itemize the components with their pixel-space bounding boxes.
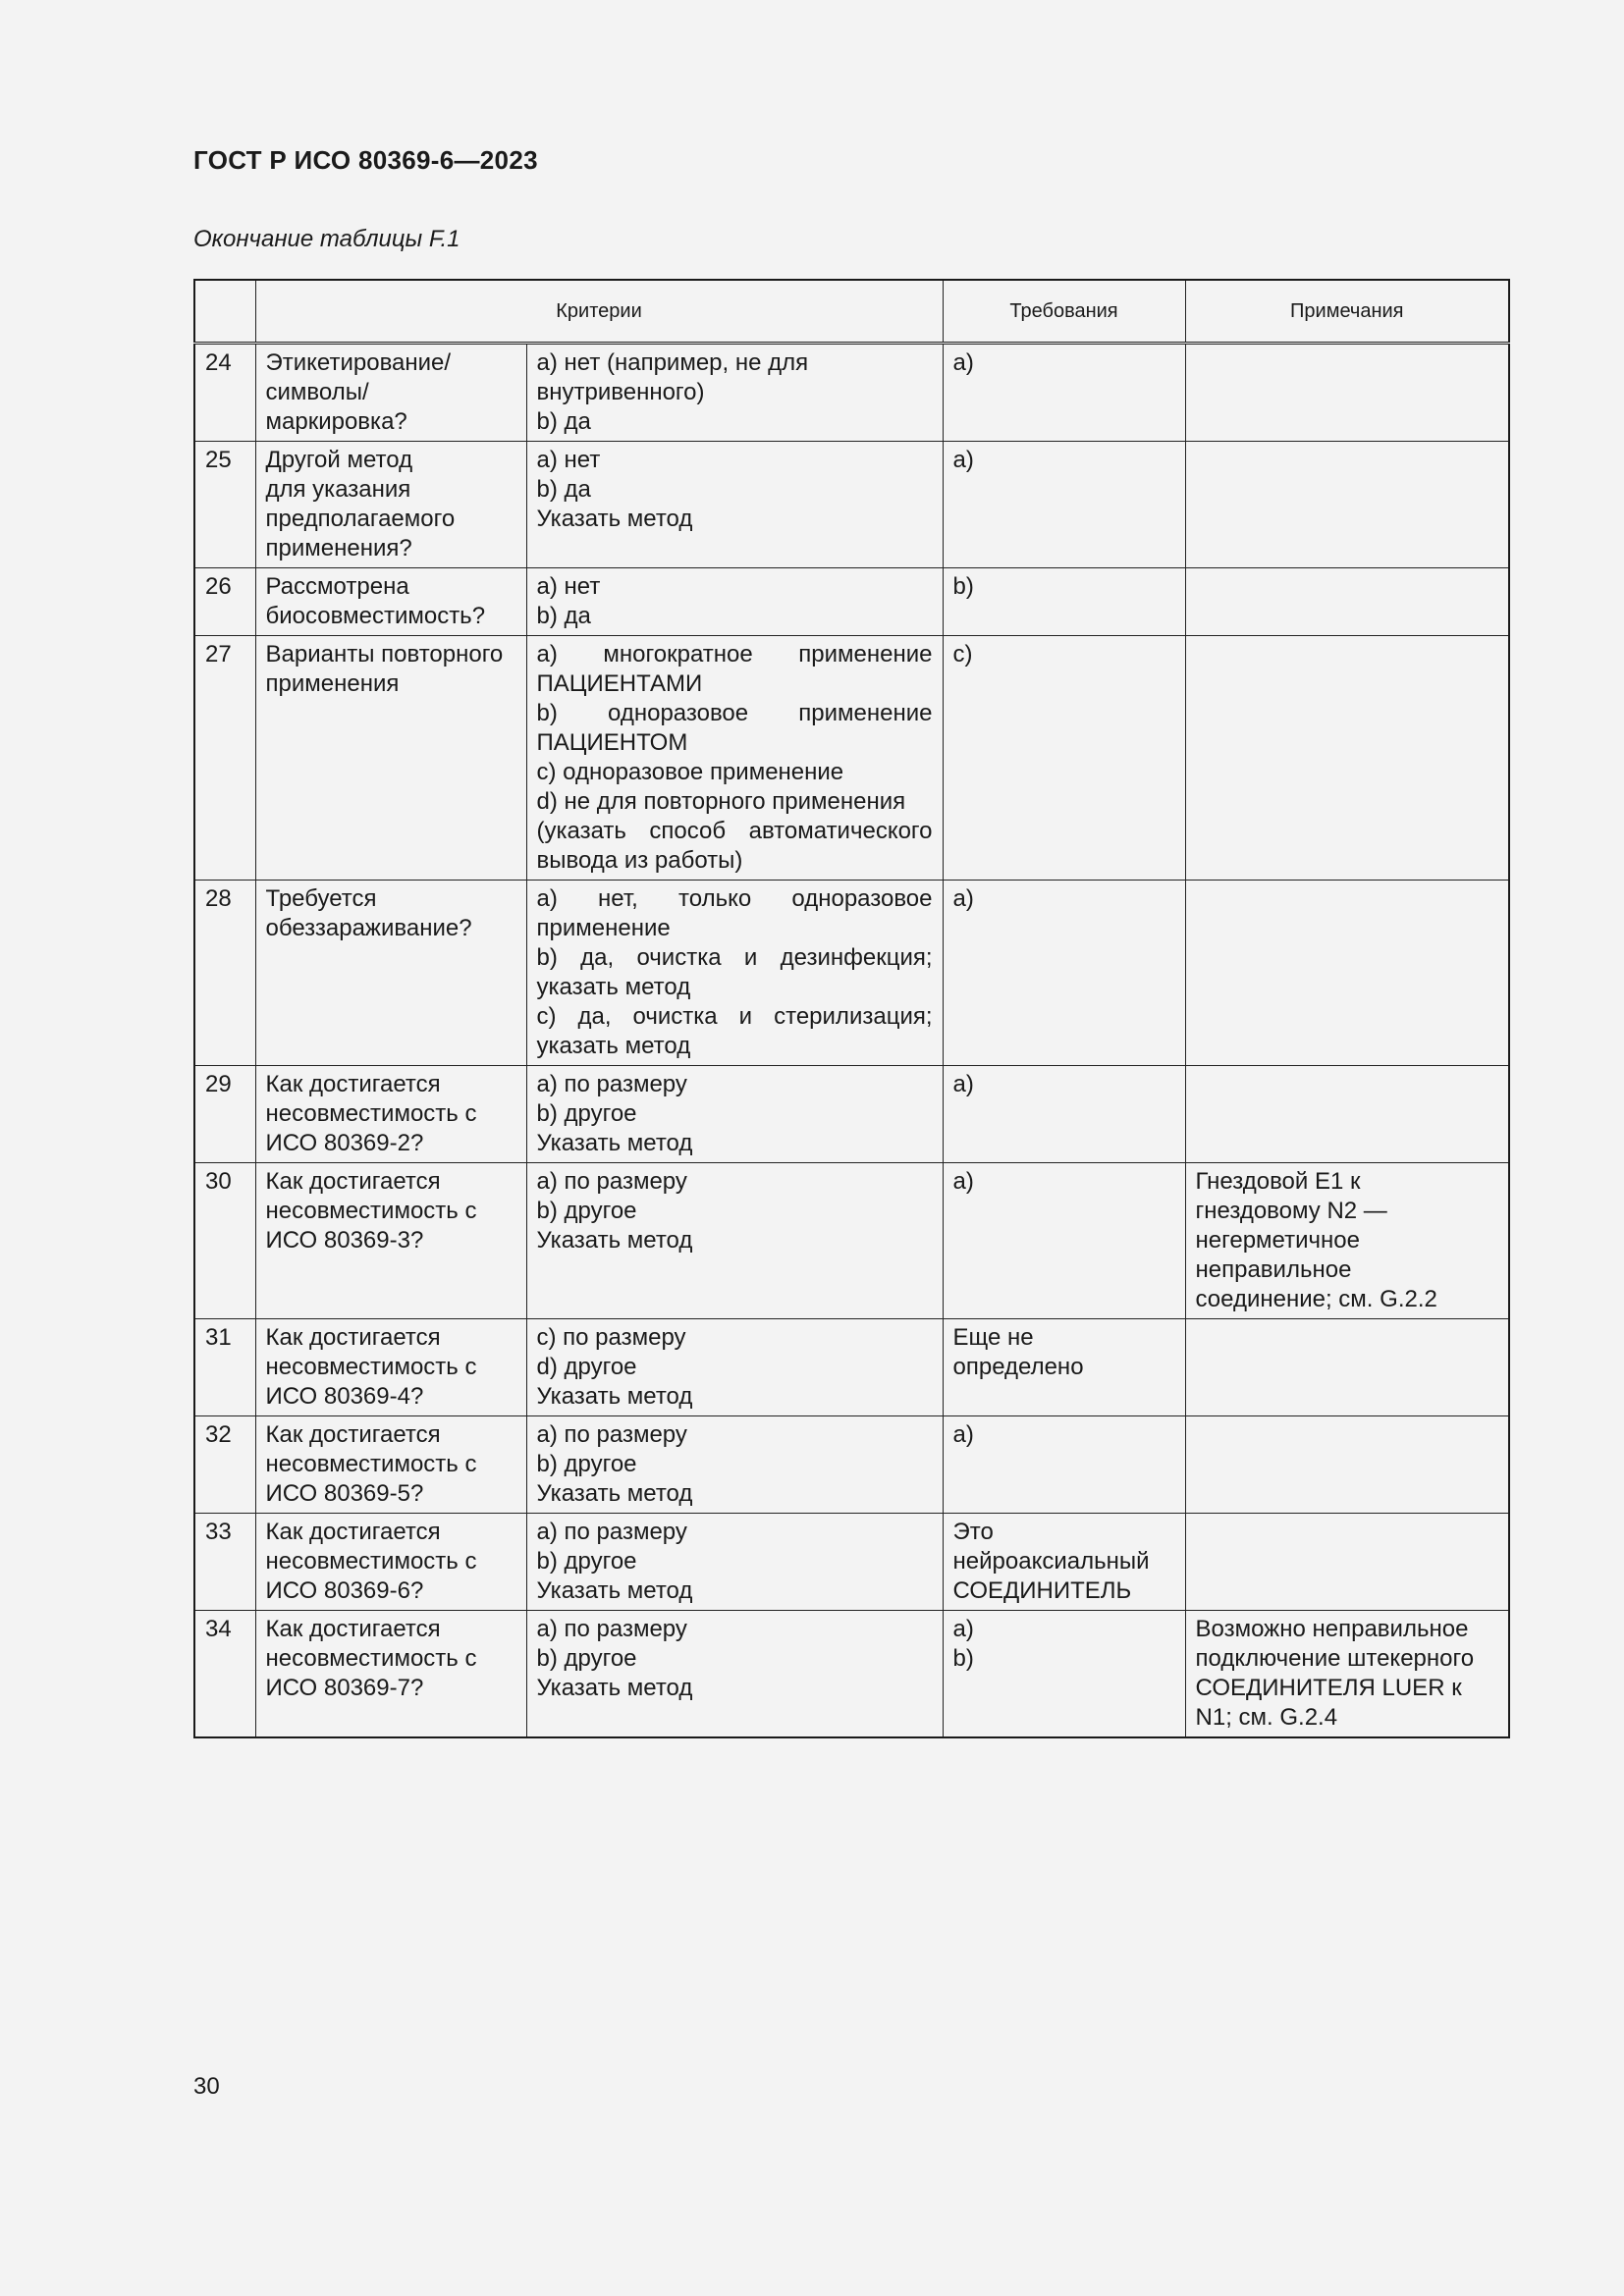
table-row [194,1611,1509,1738]
question-line: Как достигается [265,1519,441,1545]
requirement-line: СОЕДИНИТЕЛЬ [952,1577,1132,1604]
question-line: несовместимость с [265,1451,477,1477]
question-line: символы/ [265,379,369,405]
option-line: b) одноразовое применение [536,700,933,726]
note-line: неправильное [1195,1256,1352,1283]
requirement-cell [943,1319,1185,1416]
option-line: b) другое [536,1645,637,1672]
requirement-cell [943,344,1185,442]
question-line: применения [265,670,400,697]
table-row [194,881,1509,1066]
question-line: Варианты повторного [265,641,504,667]
table-row [194,1319,1509,1416]
question-line: несовместимость с [265,1645,477,1672]
header-requirements: Требования [943,280,1185,344]
question-line: ИСО 80369-5? [265,1480,424,1507]
option-line: применение [536,915,671,941]
row-number: 33 [194,1514,255,1611]
note-cell [1185,1319,1509,1416]
criteria-options [526,568,943,636]
criteria-options [526,1066,943,1163]
requirement-line: c) [952,641,973,667]
option-line: b) да [536,603,591,629]
requirement-line: b) [952,1645,974,1672]
note-line: подключение штекерного [1195,1645,1475,1672]
document-header: ГОСТ Р ИСО 80369-6—2023 [193,145,538,175]
option-line: b) да, очистка и дезинфекция; [536,944,933,971]
option-line: а) по размеру [536,1519,687,1545]
requirement-cell [943,881,1185,1066]
criteria-question [255,1514,526,1611]
question-line: ИСО 80369-2? [265,1130,424,1156]
note-cell [1185,1514,1509,1611]
question-line: биосовместимость? [265,603,486,629]
option-line: Указать метод [536,506,693,532]
requirement-line: а) [952,1421,974,1448]
header-notes: Примечания [1185,280,1509,344]
option-line: а) по размеру [536,1421,687,1448]
requirement-line: b) [952,573,974,600]
table-row [194,568,1509,636]
option-line: Указать метод [536,1383,693,1410]
question-line: для указания [265,476,411,503]
requirement-line: а) [952,447,974,473]
question-line: несовместимость с [265,1100,477,1127]
option-line: b) да [536,408,591,435]
criteria-options [526,344,943,442]
criteria-question [255,1416,526,1514]
note-cell [1185,442,1509,568]
question-line: Рассмотрена [265,573,409,600]
question-line: ИСО 80369-6? [265,1577,424,1604]
option-line: указать метод [536,1033,691,1059]
question-line: несовместимость с [265,1198,477,1224]
criteria-question [255,442,526,568]
option-line: а) нет (например, не для [536,349,809,376]
question-line: обеззараживание? [265,915,472,941]
criteria-question [255,881,526,1066]
option-line: c) по размеру [536,1324,686,1351]
note-line: соединение; см. G.2.2 [1195,1286,1437,1312]
option-line: а) по размеру [536,1071,687,1097]
question-line: Как достигается [265,1616,441,1642]
criteria-options [526,442,943,568]
table-row [194,344,1509,442]
option-line: а) нет, только одноразовое [536,885,933,912]
option-line: Указать метод [536,1480,693,1507]
criteria-options [526,881,943,1066]
note-cell [1185,1163,1509,1319]
option-line: ПАЦИЕНТАМИ [536,670,703,697]
note-cell [1185,1066,1509,1163]
note-line: СОЕДИНИТЕЛЯ LUER к [1195,1675,1462,1701]
table-caption: Окончание таблицы F.1 [193,226,460,252]
criteria-options [526,1611,943,1738]
question-line: несовместимость с [265,1548,477,1575]
note-cell [1185,881,1509,1066]
note-cell [1185,636,1509,881]
requirement-cell [943,568,1185,636]
criteria-options [526,1319,943,1416]
option-line: c) одноразовое применение [536,759,844,785]
requirement-cell [943,1611,1185,1738]
note-line: гнездовому N2 — [1195,1198,1387,1224]
table-header-row [194,280,1509,344]
question-line: Как достигается [265,1421,441,1448]
requirement-line: определено [952,1354,1084,1380]
question-line: ИСО 80369-7? [265,1675,424,1701]
table-row [194,1514,1509,1611]
page-number: 30 [193,2073,220,2100]
question-line: применения? [265,535,412,561]
criteria-question [255,568,526,636]
question-line: ИСО 80369-3? [265,1227,424,1254]
row-number: 29 [194,1066,255,1163]
question-line: Как достигается [265,1168,441,1195]
option-line: c) да, очистка и стерилизация; [536,1003,933,1030]
header-number [194,280,255,344]
requirement-line: Это [952,1519,994,1545]
option-line: b) другое [536,1100,637,1127]
option-line: указать метод [536,974,691,1000]
option-line: а) по размеру [536,1168,687,1195]
option-line: ПАЦИЕНТОМ [536,729,688,756]
table-row [194,1066,1509,1163]
option-line: d) другое [536,1354,637,1380]
table-row [194,1416,1509,1514]
requirement-line: а) [952,1616,974,1642]
criteria-question [255,1319,526,1416]
note-cell [1185,568,1509,636]
header-criteria: Критерии [255,280,943,344]
option-line: (указать способ автоматического [536,818,933,844]
criteria-table [193,279,1510,1738]
criteria-question [255,636,526,881]
requirement-line: а) [952,1168,974,1195]
option-line: Указать метод [536,1577,693,1604]
note-cell [1185,1611,1509,1738]
note-line: N1; см. G.2.4 [1195,1704,1338,1731]
criteria-options [526,1514,943,1611]
question-line: Как достигается [265,1324,441,1351]
option-line: b) другое [536,1548,637,1575]
requirement-cell [943,1066,1185,1163]
criteria-options [526,1416,943,1514]
option-line: а) нет [536,447,601,473]
table-body [194,344,1509,1738]
criteria-question [255,1611,526,1738]
question-line: ИСО 80369-4? [265,1383,424,1410]
question-line: маркировка? [265,408,407,435]
option-line: а) многократное применение [536,641,933,667]
table-row [194,1163,1509,1319]
row-number: 24 [194,344,255,442]
row-number: 34 [194,1611,255,1738]
option-line: Указать метод [536,1675,693,1701]
criteria-question [255,1066,526,1163]
option-line: Указать метод [536,1130,693,1156]
requirement-line: а) [952,885,974,912]
row-number: 25 [194,442,255,568]
question-line: несовместимость с [265,1354,477,1380]
question-line: Этикетирование/ [265,349,452,376]
table-row [194,442,1509,568]
note-line: негерметичное [1195,1227,1360,1254]
row-number: 28 [194,881,255,1066]
option-line: а) нет [536,573,601,600]
option-line: b) да [536,476,591,503]
note-cell [1185,1416,1509,1514]
requirement-cell [943,1163,1185,1319]
row-number: 27 [194,636,255,881]
row-number: 31 [194,1319,255,1416]
option-line: вывода из работы) [536,847,743,874]
requirement-cell [943,1514,1185,1611]
table-row [194,636,1509,881]
option-line: внутривенного) [536,379,705,405]
question-line: предполагаемого [265,506,456,532]
criteria-question [255,1163,526,1319]
row-number: 30 [194,1163,255,1319]
criteria-options [526,636,943,881]
question-line: Требуется [265,885,377,912]
note-line: Возможно неправильное [1195,1616,1469,1642]
option-line: Указать метод [536,1227,693,1254]
option-line: а) по размеру [536,1616,687,1642]
option-line: b) другое [536,1198,637,1224]
note-cell [1185,344,1509,442]
requirement-line: а) [952,349,974,376]
requirement-line: нейроаксиальный [952,1548,1150,1575]
question-line: Как достигается [265,1071,441,1097]
option-line: b) другое [536,1451,637,1477]
question-line: Другой метод [265,447,413,473]
criteria-options [526,1163,943,1319]
row-number: 26 [194,568,255,636]
requirement-line: а) [952,1071,974,1097]
requirement-cell [943,442,1185,568]
requirement-cell [943,1416,1185,1514]
requirement-cell [943,636,1185,881]
option-line: d) не для повторного применения [536,788,906,815]
row-number: 32 [194,1416,255,1514]
requirement-line: Еще не [952,1324,1034,1351]
note-line: Гнездовой E1 к [1195,1168,1361,1195]
criteria-question [255,344,526,442]
